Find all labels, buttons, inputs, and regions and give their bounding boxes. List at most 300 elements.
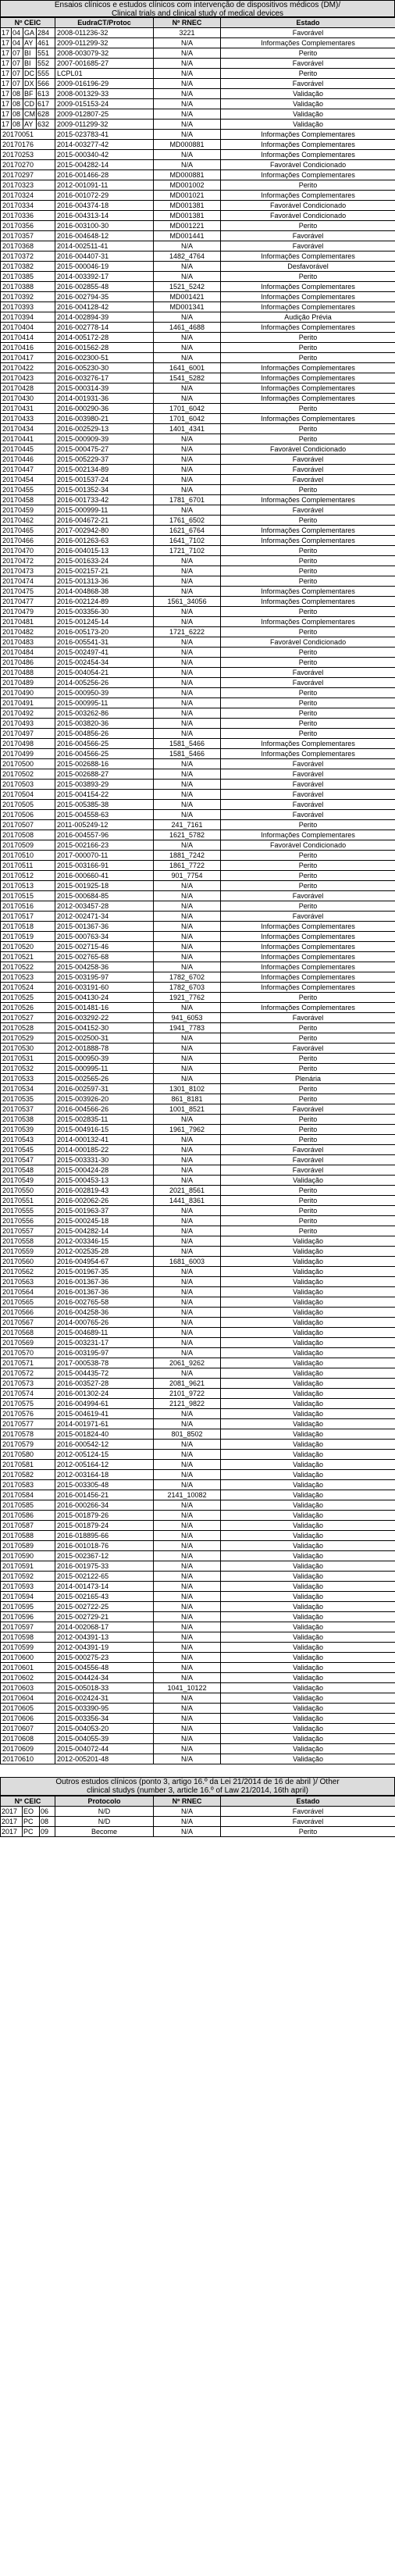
table-row bbox=[1, 820, 395, 830]
eudract-cell: 2016-001018-76 bbox=[55, 1541, 154, 1551]
table-row bbox=[1, 1460, 395, 1470]
estado-cell: Validação bbox=[221, 1724, 395, 1734]
rnec-cell: MD001341 bbox=[154, 302, 221, 312]
rnec-cell: N/A bbox=[154, 1572, 221, 1582]
table-row bbox=[1, 922, 395, 932]
rnec-cell: N/A bbox=[154, 1176, 221, 1186]
rnec-cell: N/A bbox=[154, 962, 221, 972]
rnec-cell: N/A bbox=[154, 79, 221, 89]
eudract-cell: 2016-001302-24 bbox=[55, 1389, 154, 1399]
rnec-cell: N/A bbox=[154, 262, 221, 272]
table-row bbox=[1, 1115, 395, 1125]
table-row bbox=[1, 252, 395, 262]
table-row bbox=[1, 688, 395, 698]
rnec-cell: N/A bbox=[154, 475, 221, 485]
rnec-cell: N/A bbox=[154, 698, 221, 708]
ceic-cell: 20170465 bbox=[1, 526, 55, 536]
rnec-cell: N/A bbox=[154, 241, 221, 252]
rnec-cell: 2061_9262 bbox=[154, 1358, 221, 1368]
ceic-cell: 20170576 bbox=[1, 1409, 55, 1419]
table-row bbox=[1, 972, 395, 983]
rnec-cell: 2021_8561 bbox=[154, 1186, 221, 1196]
eudract-cell: 2016-002855-48 bbox=[55, 282, 154, 292]
eudract-cell: 2015-004856-26 bbox=[55, 729, 154, 739]
ceic-cell: 20170574 bbox=[1, 1389, 55, 1399]
ceic-number-cell: 06 bbox=[40, 1807, 55, 1817]
eudract-cell: 2015-000275-23 bbox=[55, 1653, 154, 1663]
table-row bbox=[1, 668, 395, 678]
eudract-cell: 2016-003100-30 bbox=[55, 221, 154, 231]
ceic-cell: 20170579 bbox=[1, 1440, 55, 1450]
ceic-cell: 20170368 bbox=[1, 241, 55, 252]
rnec-cell: 801_8502 bbox=[154, 1429, 221, 1440]
eudract-cell: 2016-001975-33 bbox=[55, 1561, 154, 1572]
estado-cell: Validação bbox=[221, 1754, 395, 1764]
rnec-cell: 1401_4341 bbox=[154, 424, 221, 434]
ceic-cell: 20170176 bbox=[1, 140, 55, 150]
eudract-cell: 2012-002471-34 bbox=[55, 912, 154, 922]
ceic-cell: 20170486 bbox=[1, 658, 55, 668]
table-row bbox=[1, 1551, 395, 1561]
table-row bbox=[1, 1592, 395, 1602]
ceic-cell: 20170601 bbox=[1, 1663, 55, 1673]
rnec-cell: N/A bbox=[154, 485, 221, 495]
header2-rnec: Nº RNEC bbox=[154, 1796, 221, 1807]
ceic-cell: 20170516 bbox=[1, 901, 55, 912]
eudract-cell: 2017-000070-11 bbox=[55, 851, 154, 861]
ceic-year-cell: 17 bbox=[1, 48, 12, 59]
estado-cell: Validação bbox=[221, 1704, 395, 1714]
rnec-cell: N/A bbox=[154, 1673, 221, 1683]
table-row bbox=[1, 597, 395, 607]
ceic-month-cell: 07 bbox=[12, 59, 23, 69]
estado-cell: Perito bbox=[221, 272, 395, 282]
table-row bbox=[1, 1389, 395, 1399]
table-row bbox=[1, 48, 395, 59]
estado-cell: Validação bbox=[221, 1632, 395, 1643]
estado-cell: Perito bbox=[221, 485, 395, 495]
estado-cell: Perito bbox=[221, 1064, 395, 1074]
ceic-month-cell: 04 bbox=[12, 38, 23, 48]
header-ceic: Nº CEIC bbox=[1, 18, 55, 28]
header-rnec: Nº RNEC bbox=[154, 18, 221, 28]
rnec-cell: MD001441 bbox=[154, 231, 221, 241]
ceic-cell: 20170455 bbox=[1, 485, 55, 495]
eudract-cell: 2015-002688-27 bbox=[55, 769, 154, 780]
rnec-cell: N/A bbox=[154, 1297, 221, 1308]
eudract-cell: 2015-001245-14 bbox=[55, 617, 154, 627]
table-row bbox=[1, 1074, 395, 1084]
rnec-cell: N/A bbox=[154, 1440, 221, 1450]
ceic-cell: 20170594 bbox=[1, 1592, 55, 1602]
rnec-cell: N/A bbox=[154, 1643, 221, 1653]
eudract-cell: 2016-003527-28 bbox=[55, 1379, 154, 1389]
table-row bbox=[1, 1318, 395, 1328]
eudract-cell: 2009-011299-32 bbox=[55, 120, 154, 130]
rnec-cell: 1721_6222 bbox=[154, 627, 221, 637]
table-row bbox=[1, 272, 395, 282]
ceic-cell: 20170556 bbox=[1, 1216, 55, 1226]
ceic-code-cell: BF bbox=[23, 89, 37, 99]
eudract-cell: 2016-001367-36 bbox=[55, 1287, 154, 1297]
eudract-cell: 2015-002500-31 bbox=[55, 1033, 154, 1044]
header-eudract: EudraCT/Protoc bbox=[55, 18, 154, 28]
table-row bbox=[1, 749, 395, 759]
ceic-cell: 20170323 bbox=[1, 180, 55, 191]
ceic-cell: 20170297 bbox=[1, 170, 55, 180]
table-row bbox=[1, 810, 395, 820]
eudract-cell: 2016-005173-20 bbox=[55, 627, 154, 637]
eudract-cell: 2016-004313-14 bbox=[55, 211, 154, 221]
rnec-cell: MD001021 bbox=[154, 191, 221, 201]
eudract-cell: 2016-004015-13 bbox=[55, 546, 154, 556]
table-row bbox=[1, 211, 395, 221]
table-row bbox=[1, 1409, 395, 1419]
eudract-cell: 2016-003292-22 bbox=[55, 1013, 154, 1023]
table-row bbox=[1, 1003, 395, 1013]
estado-cell: Perito bbox=[221, 658, 395, 668]
header2-protocolo: Protocolo bbox=[55, 1796, 154, 1807]
eudract-cell: 2015-005385-38 bbox=[55, 800, 154, 810]
eudract-cell: 2016-005230-30 bbox=[55, 363, 154, 373]
estado-cell: Favorável Condicionado bbox=[221, 840, 395, 851]
table-row bbox=[1, 1023, 395, 1033]
ceic-cell: 20170532 bbox=[1, 1064, 55, 1074]
eudract-cell: 2014-005256-26 bbox=[55, 678, 154, 688]
estado-cell: Validação bbox=[221, 1643, 395, 1653]
estado-cell: Perito bbox=[221, 1206, 395, 1216]
estado-cell: Validação bbox=[221, 1409, 395, 1419]
ceic-cell: 20170604 bbox=[1, 1693, 55, 1704]
eudract-cell: 2014-001473-14 bbox=[55, 1582, 154, 1592]
ceic-number-cell: 551 bbox=[37, 48, 55, 59]
ceic-cell: 20170520 bbox=[1, 942, 55, 952]
estado-cell: Perito bbox=[221, 729, 395, 739]
estado-cell: Favorável bbox=[221, 241, 395, 252]
ceic-cell: 20170334 bbox=[1, 201, 55, 211]
eudract-cell: 2016-000660-41 bbox=[55, 871, 154, 881]
rnec-cell: N/A bbox=[154, 1500, 221, 1511]
ceic-cell: 20170567 bbox=[1, 1318, 55, 1328]
eudract-cell: 2015-003820-36 bbox=[55, 719, 154, 729]
table-row bbox=[1, 1287, 395, 1297]
eudract-cell: 2015-002454-34 bbox=[55, 658, 154, 668]
rnec-cell: 1721_7102 bbox=[154, 546, 221, 556]
rnec-cell: N/A bbox=[154, 160, 221, 170]
eudract-cell: 2015-004152-30 bbox=[55, 1023, 154, 1033]
rnec-cell: N/A bbox=[154, 1074, 221, 1084]
ceic-cell: 20170382 bbox=[1, 262, 55, 272]
table-row bbox=[1, 942, 395, 952]
rnec-cell: N/A bbox=[154, 1693, 221, 1704]
eudract-cell: 2015-004053-20 bbox=[55, 1724, 154, 1734]
ceic-cell: 20170385 bbox=[1, 272, 55, 282]
ceic-cell: 20170445 bbox=[1, 444, 55, 455]
ceic-cell: 20170517 bbox=[1, 912, 55, 922]
eudract-cell: 2014-001931-36 bbox=[55, 394, 154, 404]
ceic-code-cell: PC bbox=[23, 1817, 40, 1827]
table-row bbox=[1, 424, 395, 434]
ceic-cell: 20170537 bbox=[1, 1104, 55, 1115]
ceic-cell: 20170529 bbox=[1, 1033, 55, 1044]
estado-cell: Validação bbox=[221, 1267, 395, 1277]
eudract-cell: 2012-004391-19 bbox=[55, 1643, 154, 1653]
estado-cell: Favorável bbox=[221, 505, 395, 516]
table-row bbox=[1, 1561, 395, 1572]
ceic-cell: 20170459 bbox=[1, 505, 55, 516]
estado-cell: Perito bbox=[221, 556, 395, 566]
rnec-cell: N/A bbox=[154, 1541, 221, 1551]
rnec-cell: 241_7161 bbox=[154, 820, 221, 830]
table-row bbox=[1, 780, 395, 790]
table-row bbox=[1, 1176, 395, 1186]
eudract-cell: 2015-004282-14 bbox=[55, 160, 154, 170]
estado-cell: Validação bbox=[221, 89, 395, 99]
estado-cell: Perito bbox=[221, 48, 395, 59]
eudract-cell: 2016-002819-43 bbox=[55, 1186, 154, 1196]
rnec-cell: 941_6053 bbox=[154, 1013, 221, 1023]
estado-cell: Perito bbox=[221, 180, 395, 191]
estado-cell: Favorável bbox=[221, 28, 395, 38]
eudract-cell: 2015-002122-65 bbox=[55, 1572, 154, 1582]
rnec-cell: 1961_7962 bbox=[154, 1125, 221, 1135]
estado-cell: Validação bbox=[221, 1714, 395, 1724]
eudract-cell: 2015-000950-39 bbox=[55, 1054, 154, 1064]
estado-cell: Favorável bbox=[221, 810, 395, 820]
ceic-code-cell: CM bbox=[24, 110, 35, 118]
estado-cell: Favorável bbox=[221, 231, 395, 241]
eudract-cell: 2012-003346-15 bbox=[55, 1236, 154, 1247]
clinical-trials-table bbox=[0, 17, 395, 1764]
rnec-cell: N/A bbox=[154, 840, 221, 851]
rnec-cell: 2141_10082 bbox=[154, 1490, 221, 1500]
rnec-cell: MD001002 bbox=[154, 180, 221, 191]
ceic-month-cell: 08 bbox=[12, 89, 23, 99]
table-row bbox=[1, 658, 395, 668]
rnec-cell: N/A bbox=[154, 780, 221, 790]
table-row bbox=[1, 1044, 395, 1054]
eudract-cell: 2015-004282-14 bbox=[55, 1226, 154, 1236]
table-row bbox=[1, 587, 395, 597]
estado-cell: Validação bbox=[221, 1176, 395, 1186]
table-row bbox=[1, 373, 395, 384]
rnec-cell: N/A bbox=[154, 1622, 221, 1632]
rnec-cell: N/A bbox=[154, 1480, 221, 1490]
estado-cell: Favorável bbox=[221, 475, 395, 485]
eudract-cell: 2015-000995-11 bbox=[55, 1064, 154, 1074]
ceic-cell: 20170535 bbox=[1, 1094, 55, 1104]
ceic-cell: 20170586 bbox=[1, 1511, 55, 1521]
rnec-cell: N/A bbox=[154, 1592, 221, 1602]
ceic-cell: 20170447 bbox=[1, 465, 55, 475]
estado-cell: Perito bbox=[221, 698, 395, 708]
eudract-cell: 2016-002124-89 bbox=[55, 597, 154, 607]
ceic-cell: 20170357 bbox=[1, 231, 55, 241]
table-row bbox=[1, 1704, 395, 1714]
table-row bbox=[1, 830, 395, 840]
table-row bbox=[1, 607, 395, 617]
rnec-cell: N/A bbox=[154, 1450, 221, 1460]
ceic-year-cell: 2017 bbox=[1, 1817, 23, 1827]
table-row bbox=[1, 1308, 395, 1318]
eudract-cell: 2015-002157-21 bbox=[55, 566, 154, 576]
rnec-cell: N/A bbox=[154, 1582, 221, 1592]
eudract-cell: 2015-002497-41 bbox=[55, 648, 154, 658]
ceic-code-cell: EO bbox=[23, 1807, 40, 1817]
estado-cell: Perito bbox=[221, 1054, 395, 1064]
rnec-cell: N/A bbox=[154, 566, 221, 576]
ceic-cell: 20170522 bbox=[1, 962, 55, 972]
ceic-cell: 20170482 bbox=[1, 627, 55, 637]
eudract-cell: 2016-003276-17 bbox=[55, 373, 154, 384]
eudract-cell: 2015-003926-20 bbox=[55, 1094, 154, 1104]
ceic-month-cell: 07 bbox=[12, 48, 23, 59]
rnec-cell: N/A bbox=[154, 1064, 221, 1074]
estado-cell: Informações Complementares bbox=[221, 363, 395, 373]
table-row bbox=[1, 1429, 395, 1440]
eudract-cell: 2015-005229-37 bbox=[55, 455, 154, 465]
rnec-cell: 1641_7102 bbox=[154, 536, 221, 546]
ceic-cell: 20170531 bbox=[1, 1054, 55, 1064]
table-row bbox=[1, 637, 395, 648]
rnec-cell: MD001221 bbox=[154, 221, 221, 231]
ceic-cell: 20170610 bbox=[1, 1754, 55, 1764]
ceic-cell: 20170483 bbox=[1, 637, 55, 648]
eudract-cell: 2015-004054-21 bbox=[55, 668, 154, 678]
eudract-cell: 2016-001263-63 bbox=[55, 536, 154, 546]
ceic-cell: 20170598 bbox=[1, 1632, 55, 1643]
rnec-cell: N/A bbox=[154, 353, 221, 363]
estado-cell: Informações Complementares bbox=[221, 323, 395, 333]
ceic-month-cell: 08 bbox=[12, 120, 23, 130]
ceic-number-cell: 617 bbox=[37, 99, 55, 109]
estado-cell: Validação bbox=[221, 1572, 395, 1582]
rnec-cell: 3221 bbox=[154, 28, 221, 38]
rnec-cell: MD001381 bbox=[154, 201, 221, 211]
eudract-cell: 2015-001925-18 bbox=[55, 881, 154, 891]
table-row bbox=[1, 475, 395, 485]
table-row bbox=[1, 1145, 395, 1155]
ceic-code-cell: DX bbox=[23, 79, 37, 89]
eudract-cell: 2012-004391-13 bbox=[55, 1632, 154, 1643]
estado-cell: Informações Complementares bbox=[221, 972, 395, 983]
rnec-cell: N/A bbox=[154, 1754, 221, 1764]
table-row bbox=[1, 1267, 395, 1277]
ceic-cell: 20170356 bbox=[1, 221, 55, 231]
ceic-cell: 20170477 bbox=[1, 597, 55, 607]
estado-cell: Validação bbox=[221, 1612, 395, 1622]
estado-cell: Favorável bbox=[221, 891, 395, 901]
estado-cell: Perito bbox=[221, 1186, 395, 1196]
ceic-cell: 20170515 bbox=[1, 891, 55, 901]
ceic-cell: 20170589 bbox=[1, 1541, 55, 1551]
estado-cell: Validação bbox=[221, 1247, 395, 1257]
ceic-cell: 20170404 bbox=[1, 323, 55, 333]
estado-cell: Validação bbox=[221, 1693, 395, 1704]
eudract-cell: 2015-000763-34 bbox=[55, 932, 154, 942]
estado-cell: Informações Complementares bbox=[221, 922, 395, 932]
ceic-cell: 20170585 bbox=[1, 1500, 55, 1511]
table-row bbox=[1, 1165, 395, 1176]
rnec-cell: N/A bbox=[154, 1338, 221, 1348]
rnec-cell: N/A bbox=[154, 1226, 221, 1236]
header2-ceic: Nº CEIC bbox=[1, 1796, 55, 1807]
table-row bbox=[1, 363, 395, 373]
eudract-cell: 2012-005124-15 bbox=[55, 1450, 154, 1460]
table-row bbox=[1, 526, 395, 536]
table-row bbox=[1, 394, 395, 404]
rnec-cell: N/A bbox=[154, 1521, 221, 1531]
rnec-cell: N/A bbox=[154, 1531, 221, 1541]
estado-cell: Perito bbox=[221, 820, 395, 830]
table-row bbox=[1, 99, 395, 109]
eudract-cell: 2016-004128-42 bbox=[55, 302, 154, 312]
table-row bbox=[1, 1673, 395, 1683]
table-row bbox=[1, 1643, 395, 1653]
rnec-cell: N/A bbox=[154, 1663, 221, 1673]
ceic-cell: 20170526 bbox=[1, 1003, 55, 1013]
rnec-cell: MD000881 bbox=[154, 170, 221, 180]
rnec-cell: N/A bbox=[154, 810, 221, 820]
ceic-cell: 20170605 bbox=[1, 1704, 55, 1714]
eudract-cell: 2015-001367-36 bbox=[55, 922, 154, 932]
estado-cell: Favorável bbox=[221, 780, 395, 790]
rnec-cell: N/A bbox=[154, 1033, 221, 1044]
rnec-cell: N/A bbox=[154, 1551, 221, 1561]
table-row bbox=[1, 871, 395, 881]
table-row bbox=[1, 150, 395, 160]
rnec-cell: N/A bbox=[154, 1044, 221, 1054]
ceic-cell: 20170394 bbox=[1, 312, 55, 323]
estado-cell: Plenária bbox=[221, 1074, 395, 1084]
eudract-cell: 2014-002068-17 bbox=[55, 1622, 154, 1632]
estado-cell: Validação bbox=[221, 1602, 395, 1612]
estado-cell: Informações Complementares bbox=[221, 1003, 395, 1013]
rnec-cell: MD000881 bbox=[154, 140, 221, 150]
rnec-cell: N/A bbox=[154, 109, 221, 120]
eudract-cell: 2012-005164-12 bbox=[55, 1460, 154, 1470]
eudract-cell: 2015-004435-72 bbox=[55, 1368, 154, 1379]
table-row bbox=[1, 312, 395, 323]
estado-cell: Favorável bbox=[221, 1155, 395, 1165]
rnec-cell: N/A bbox=[154, 1277, 221, 1287]
estado-cell: Validação bbox=[221, 1541, 395, 1551]
ceic-cell: 20170591 bbox=[1, 1561, 55, 1572]
ceic-cell: 20170599 bbox=[1, 1643, 55, 1653]
ceic-cell: 20170509 bbox=[1, 840, 55, 851]
ceic-cell: 20170510 bbox=[1, 851, 55, 861]
estado-cell: Perito bbox=[221, 901, 395, 912]
ceic-cell: 20170511 bbox=[1, 861, 55, 871]
rnec-cell: N/A bbox=[154, 769, 221, 780]
table-row bbox=[1, 790, 395, 800]
rnec-cell: 1782_6702 bbox=[154, 972, 221, 983]
eudract-cell: 2015-001879-26 bbox=[55, 1511, 154, 1521]
ceic-number-cell: 552 bbox=[37, 59, 55, 69]
table-row bbox=[1, 627, 395, 637]
eudract-cell: 2016-001367-36 bbox=[55, 1277, 154, 1287]
rnec-cell: N/A bbox=[154, 1734, 221, 1744]
ceic-cell: 20170543 bbox=[1, 1135, 55, 1145]
eudract-cell: 2015-001963-37 bbox=[55, 1206, 154, 1216]
eudract-cell: 2015-003195-97 bbox=[55, 972, 154, 983]
table2-row bbox=[1, 1827, 395, 1837]
rnec-cell: N/A bbox=[154, 1155, 221, 1165]
ceic-year-cell: 17 bbox=[1, 69, 12, 79]
eudract-cell: 2009-011299-32 bbox=[55, 38, 154, 48]
estado-cell: Perito bbox=[221, 1023, 395, 1033]
estado-cell: Validação bbox=[221, 120, 395, 130]
